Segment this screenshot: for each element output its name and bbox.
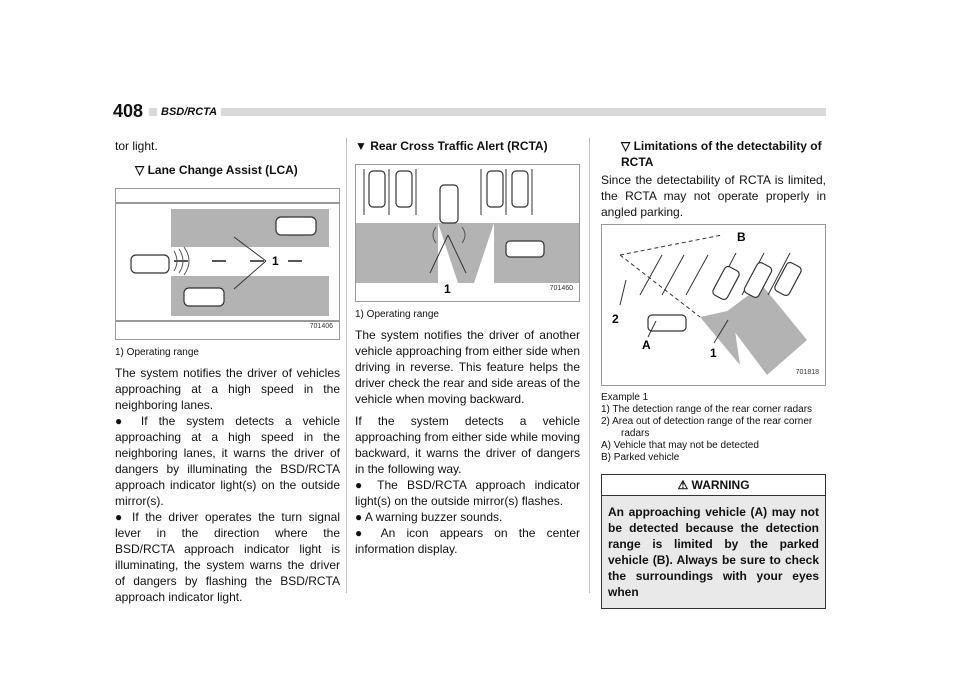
subheading-text: Lane Change Assist (LCA) — [147, 163, 298, 177]
subheading-lca — [135, 162, 340, 178]
figure-label: 2 — [612, 312, 619, 326]
column-divider — [346, 138, 347, 593]
figure-code: 701406 — [309, 323, 333, 330]
header-rule — [143, 108, 826, 116]
bullet-dot-icon: ● — [355, 478, 378, 492]
heading-rcta: ▼ Rear Cross Traffic Alert (RCTA) — [355, 139, 548, 153]
figure-lca — [115, 188, 340, 340]
column-2 — [355, 138, 580, 557]
lca-diagram — [116, 189, 339, 339]
figure-rcta — [355, 164, 580, 302]
example-title: Example 1 — [601, 392, 649, 403]
figure-label: 1 — [444, 282, 451, 296]
figure-label: B — [737, 230, 746, 244]
bullet-item: ● An icon appears on the center information display. — [355, 526, 581, 556]
column-1 — [115, 138, 340, 605]
warning-text: An approaching vehicle (A) may not be detected because the detection range is limited by the parked vehicle (B). Always be sure to check the surroundings with your eyes when — [608, 505, 819, 599]
paragraph: The system notifies the driver of another vehicle approaching from either side when driving in reverse. This feature helps the driver check the rear and side areas of the vehicle when moving backward. — [355, 328, 580, 406]
bullet-item: ● If the system detects a vehicle approaching at a high speed in the neighboring lanes, it warns the driver of dangers by illuminating the BSD/RCTA approach indicator light(s) on the outside mirror(s). — [115, 414, 340, 508]
figure-label: 1 — [272, 254, 279, 268]
bullet-dot-icon: ● — [115, 414, 141, 428]
legend-item: 1) The detection range of the rear corner radars — [601, 404, 813, 415]
warning-triangle-icon: ⚠ — [677, 478, 692, 492]
continued-text: tor light. — [115, 139, 158, 153]
figure-caption: 1) Operating range — [355, 309, 439, 320]
bullet-dot-icon: ● — [115, 510, 132, 524]
bullet-item: ● If the driver operates the turn signal lever in the direction where the BSD/RCTA approach indicator light is illuminating, the system warns the driver of dangers by flashing the BSD/RCTA approach indicator light. — [115, 510, 340, 604]
bullet-item: ● The BSD/RCTA approach indicator light(s) on the outside mirror(s) flashes. — [355, 478, 580, 508]
rcta-diagram — [356, 165, 579, 301]
down-triangle-icon: ▽ — [135, 163, 148, 177]
figure-label: 1 — [710, 346, 717, 360]
figure-code: 701818 — [795, 369, 819, 376]
bullet-dot-icon: ● — [355, 526, 381, 540]
down-triangle-icon: ▽ — [621, 139, 634, 153]
legend-item: A) Vehicle that may not be detected — [601, 440, 759, 451]
subheading-limitations: ▽ Limitations of the detectability of RCTA — [621, 139, 822, 169]
figure-label: A — [642, 338, 651, 352]
paragraph: If the system detects a vehicle approaching from either side while moving backward, it warns the driver of dangers in the following way. — [355, 414, 580, 476]
bullet-dot-icon: ● — [355, 510, 365, 524]
angled-parking-diagram — [602, 225, 825, 385]
bullet-item: ● A warning buzzer sounds. — [355, 510, 503, 524]
figure-code: 701460 — [549, 285, 573, 292]
paragraph: Since the detectability of RCTA is limited, the RCTA may not operate properly in angled parking. — [601, 173, 826, 219]
figure-caption: 1) Operating range — [115, 347, 199, 358]
page-number: 408 — [113, 101, 149, 121]
legend-item: B) Parked vehicle — [601, 452, 680, 463]
section-title: BSD/RCTA — [157, 105, 221, 119]
filled-triangle-icon: ▼ — [355, 139, 371, 153]
figure-angled-parking — [601, 224, 826, 386]
warning-box — [601, 474, 826, 609]
warning-header: ⚠ WARNING — [602, 475, 825, 496]
paragraph: The system notifies the driver of vehicles approaching at a high speed in the neighboring lanes. — [115, 366, 340, 412]
legend-item: 2) Area out of detection range of the rear corner radars — [601, 416, 813, 439]
column-3 — [601, 138, 826, 609]
column-divider — [589, 138, 590, 593]
